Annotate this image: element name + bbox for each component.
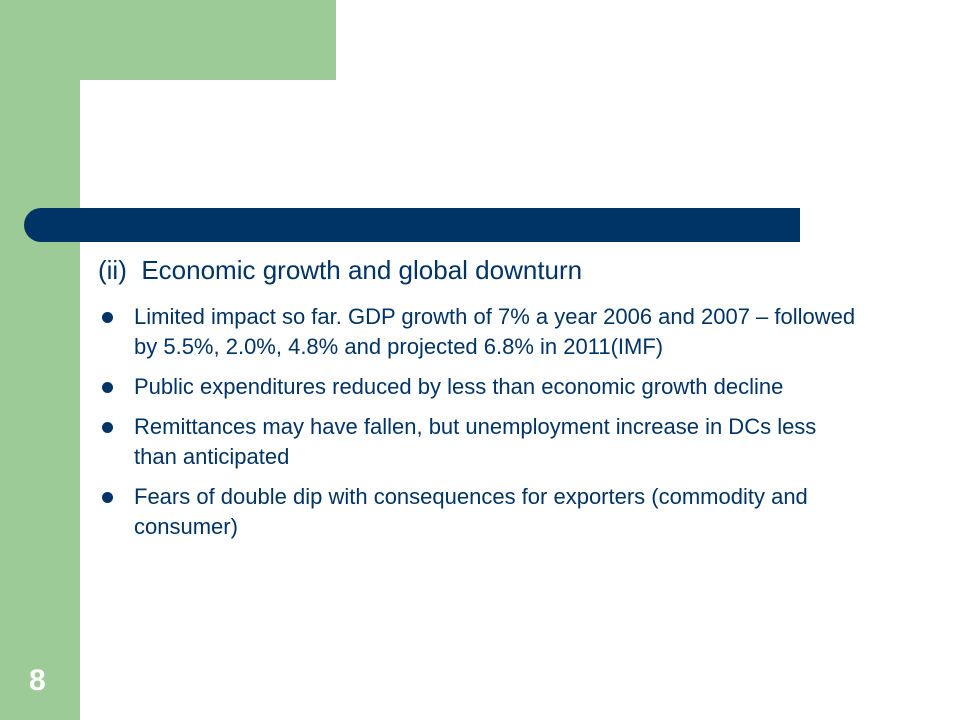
bullet-text: Limited impact so far. GDP growth of 7% a year 2006 and 2007 – followed by 5.5%, 2.0%, 4.8% and projected 6.8% in 2011(IMF) bbox=[134, 304, 856, 359]
slide-heading: (ii) Economic growth and global downturn bbox=[98, 255, 583, 285]
top-frame-band bbox=[0, 0, 336, 80]
bullet-item bbox=[98, 372, 858, 402]
bullet-dot-icon bbox=[102, 422, 113, 433]
page-number: 8 bbox=[29, 664, 46, 697]
bullet-dot-icon bbox=[102, 312, 113, 323]
bullet-text: Public expenditures reduced by less than economic growth decline bbox=[134, 374, 784, 399]
title-bar bbox=[24, 208, 800, 242]
bullet-item bbox=[98, 412, 858, 472]
bullet-list bbox=[98, 302, 858, 552]
bullet-item bbox=[98, 302, 858, 362]
bullet-text: Fears of double dip with consequences for exporters (commodity and consumer) bbox=[134, 484, 808, 539]
bullet-item bbox=[98, 482, 858, 542]
bullet-dot-icon bbox=[102, 382, 113, 393]
bullet-dot-icon bbox=[102, 492, 113, 503]
left-frame-band bbox=[0, 0, 80, 720]
bullet-text: Remittances may have fallen, but unemployment increase in DCs less than anticipated bbox=[134, 414, 817, 469]
